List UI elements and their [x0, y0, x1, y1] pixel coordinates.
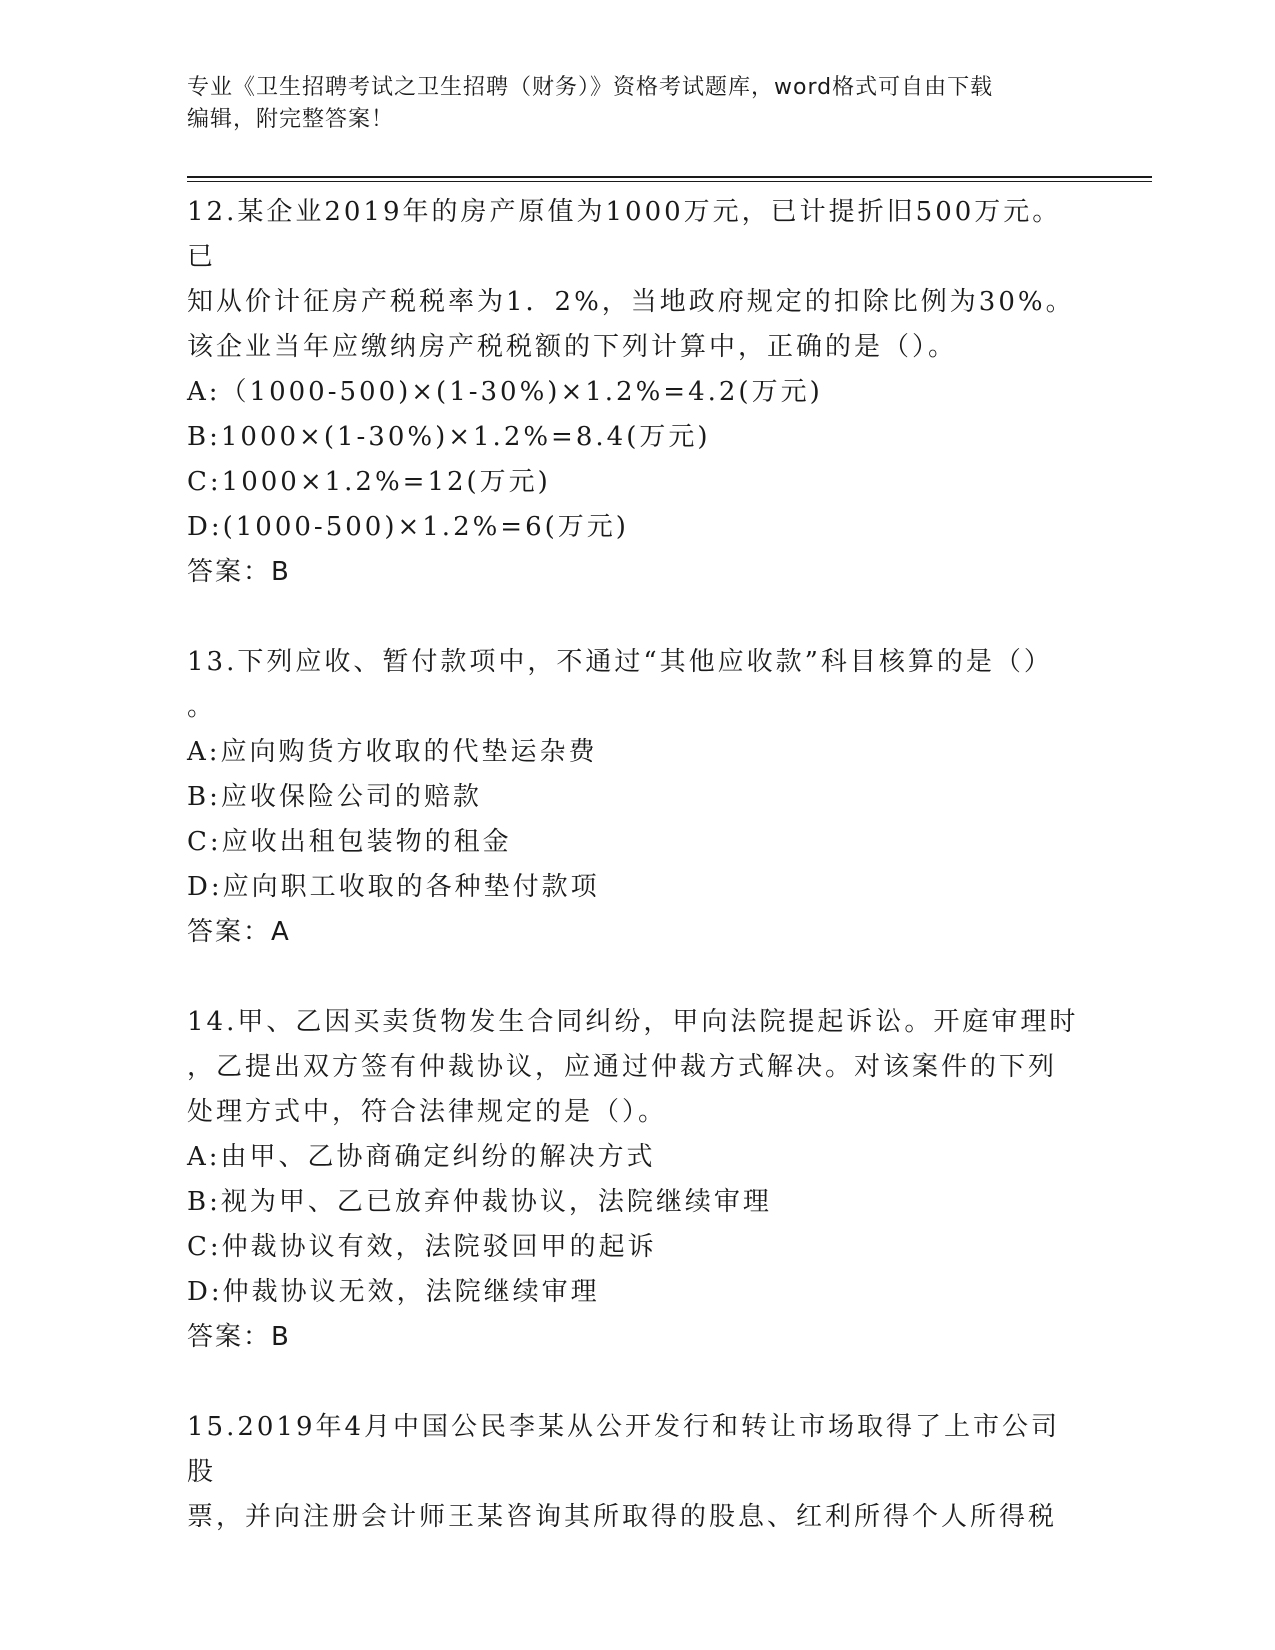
question-text-line: 。: [187, 692, 217, 722]
header-divider-thin: [187, 181, 1152, 182]
header-divider-thick: [187, 176, 1152, 178]
option-c: C:1000×1.2%=12(万元): [187, 467, 551, 497]
question-text-line: 处理方式中，符合法律规定的是（）。: [187, 1097, 668, 1127]
question-list: [187, 190, 1087, 1540]
answer-label: 答案：A: [187, 917, 291, 947]
option-d: D:(1000-500)×1.2%=6(万元): [187, 512, 629, 542]
question-text-line: 票，并向注册会计师王某咨询其所取得的股息、红利所得个人所得税: [187, 1502, 1058, 1532]
question-14: [187, 1000, 1087, 1360]
question-text-line: 13.下列应收、暂付款项中，不通过“其他应收款”科目核算的是（）: [187, 647, 1053, 677]
answer-label: 答案：B: [187, 557, 291, 587]
question-text-line: 知从价计征房产税税率为1．2%，当地政府规定的扣除比例为30%。: [187, 287, 1075, 317]
option-a: A:（1000-500)×(1-30%)×1.2%=4.2(万元): [187, 377, 823, 407]
option-b: B:应收保险公司的赔款: [187, 782, 482, 812]
option-b: B:视为甲、乙已放弃仲裁协议，法院继续审理: [187, 1187, 772, 1217]
option-a: A:由甲、乙协商确定纠纷的解决方式: [187, 1142, 656, 1172]
header-line-2: 编辑，附完整答案！: [187, 107, 395, 132]
question-15: [187, 1405, 1087, 1540]
option-b: B:1000×(1-30%)×1.2%=8.4(万元): [187, 422, 711, 452]
question-spacer: [187, 595, 1087, 640]
question-text-line: 15.2019年4月中国公民李某从公开发行和转让市场取得了上市公司股: [187, 1412, 1061, 1487]
question-13: [187, 640, 1087, 955]
option-c: C:应收出租包装物的租金: [187, 827, 512, 857]
option-c: C:仲裁协议有效，法院驳回甲的起诉: [187, 1232, 657, 1262]
question-text-line: ，乙提出双方签有仲裁协议，应通过仲裁方式解决。对该案件的下列: [187, 1052, 1058, 1082]
document-header: [187, 72, 1067, 136]
question-spacer: [187, 1360, 1087, 1405]
question-12: [187, 190, 1087, 595]
option-d: D:仲裁协议无效，法院继续审理: [187, 1277, 600, 1307]
answer-label: 答案：B: [187, 1322, 291, 1352]
question-text-line: 14.甲、乙因买卖货物发生合同纠纷，甲向法院提起诉讼。开庭审理时: [187, 1007, 1079, 1037]
question-text-line: 12.某企业2019年的房产原值为1000万元，已计提折旧500万元。已: [187, 197, 1062, 272]
question-spacer: [187, 955, 1087, 1000]
option-d: D:应向职工收取的各种垫付款项: [187, 872, 600, 902]
header-line-1: 专业《卫生招聘考试之卫生招聘（财务）》资格考试题库，word格式可自由下载: [187, 75, 994, 100]
question-text-line: 该企业当年应缴纳房产税税额的下列计算中，正确的是（）。: [187, 332, 958, 362]
option-a: A:应向购货方收取的代垫运杂费: [187, 737, 598, 767]
